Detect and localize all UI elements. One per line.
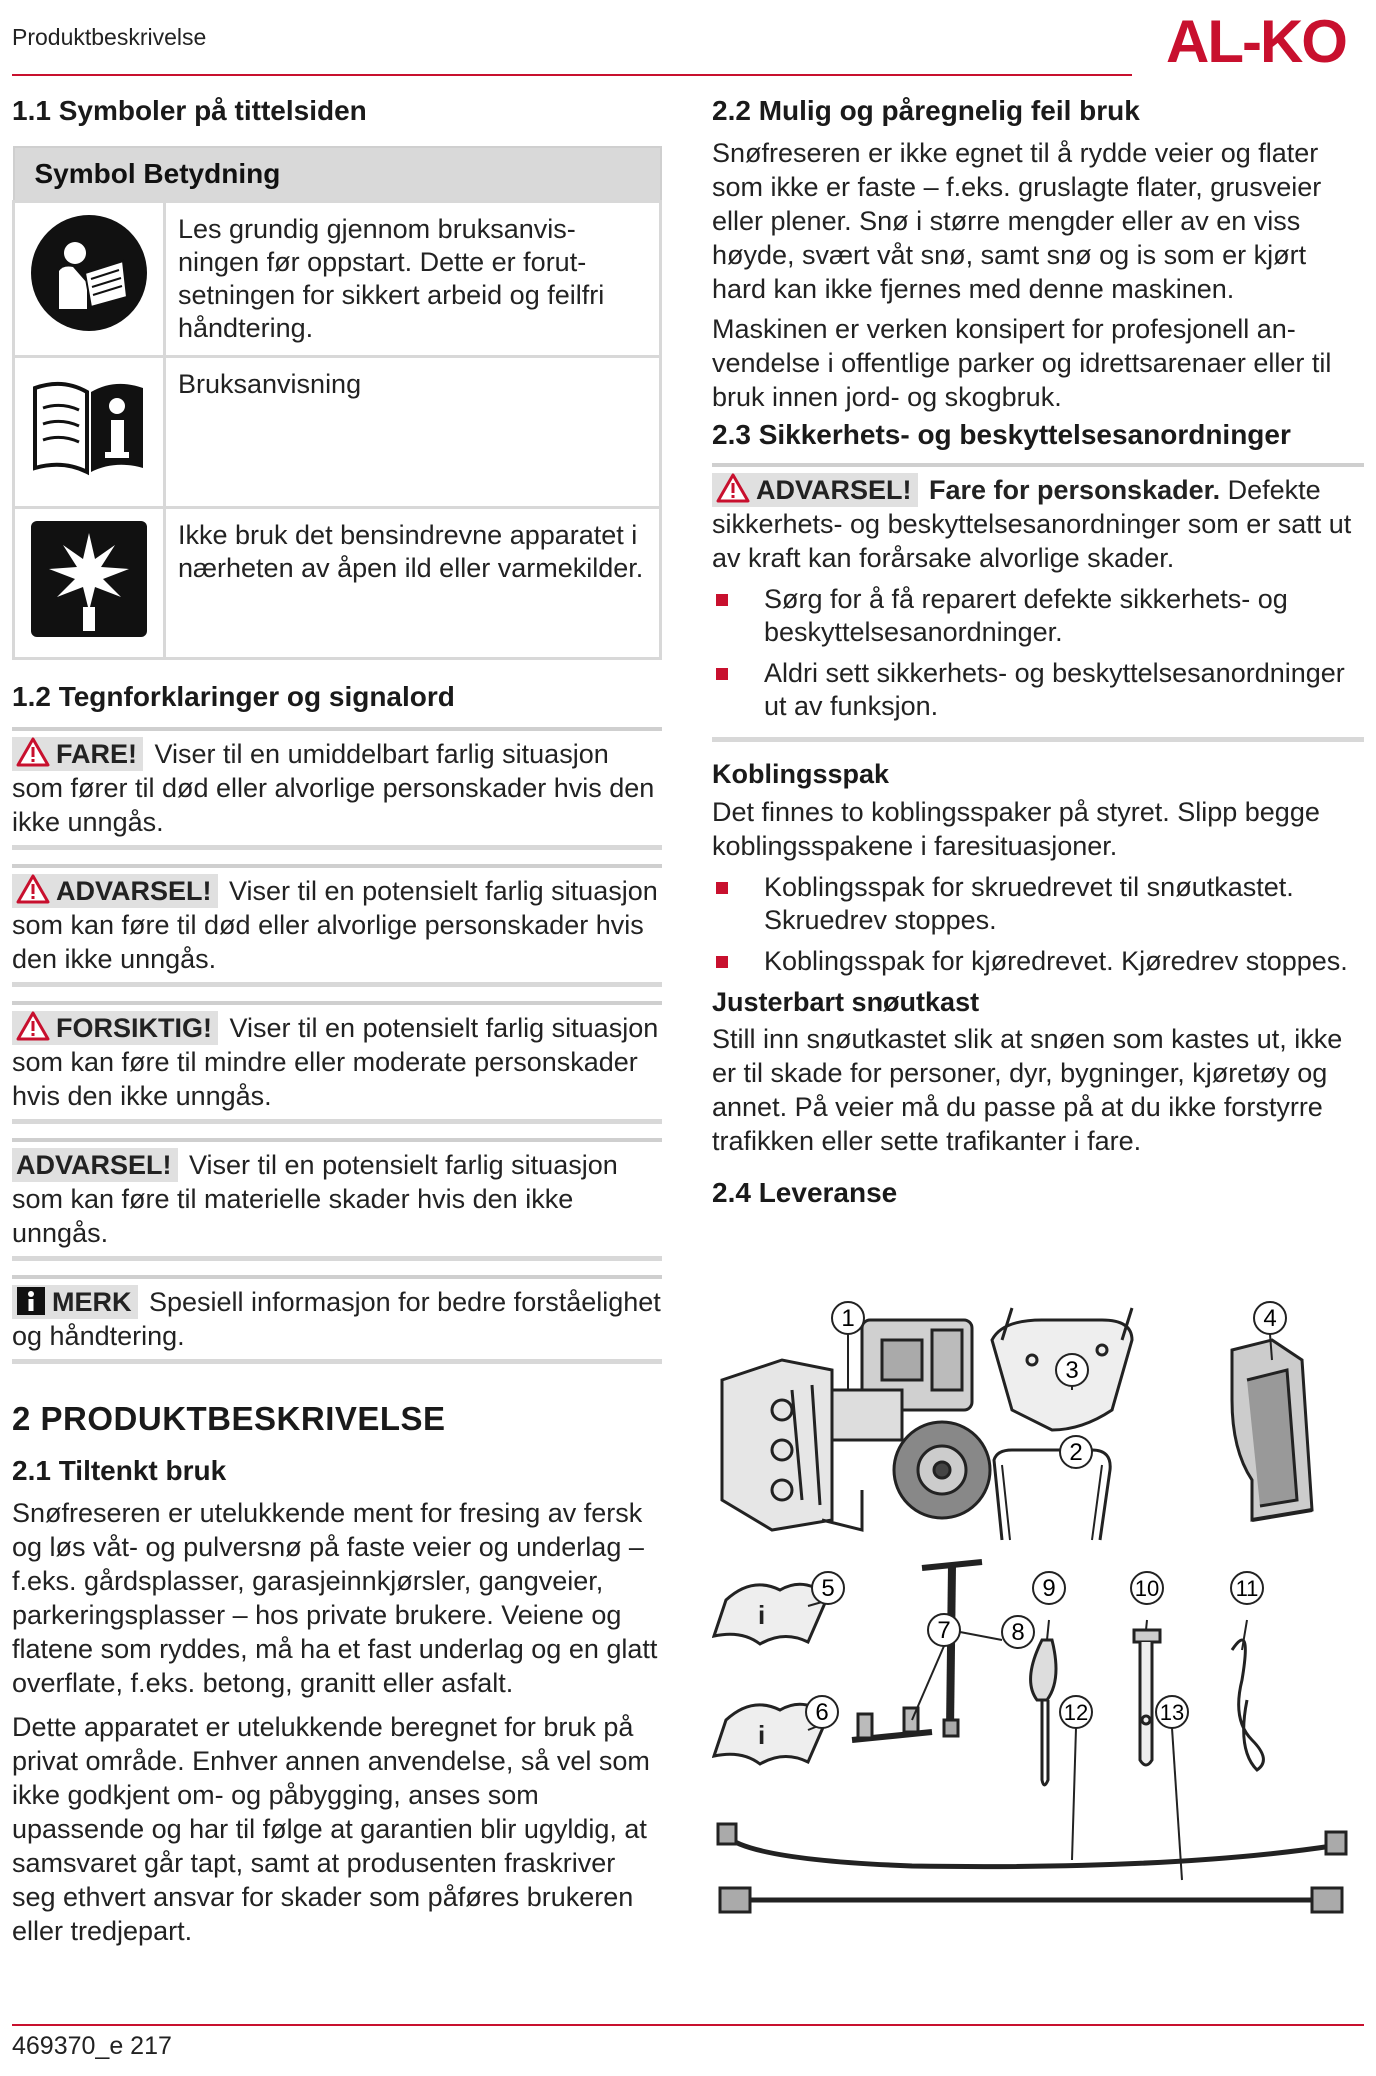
no-open-flame-icon [29,519,149,639]
section-1-2-heading: 1.2 Tegnforklaringer og signalord [12,680,455,712]
callout-8 [1002,1616,1034,1648]
symbol-table [12,146,662,660]
signal-text: Viser til en potensielt farlig situasjon som kan føre til materielle skader hvis den ikke unngås. [12,1150,618,1249]
callout-3 [1056,1354,1088,1386]
signal-word: FARE! [56,739,137,770]
warning-triangle-icon [16,1011,50,1041]
intended-use-paragraph: Snøfreseren er utelukkende ment for fresing av fersk og løs våt- og pulversnø på faste veier og underlag – f.eks. gårdsplasser, garasjeinnkjørsler, gangveier, parkeringsplasser – hos private brukere. Veiene og flatene som ryddes, må ha et fast underlag og en glatt overflate, f.eks. betong, granitt eller asfalt. [12,1497,658,1698]
svg-text:10: 10 [1134,1576,1160,1601]
callout-9 [1033,1572,1065,1604]
table-row [14,507,661,658]
t-wrench-illustration [922,1562,982,1736]
svg-text:12: 12 [1063,1700,1089,1725]
callout-11 [1231,1572,1263,1604]
read-manual-icon [29,213,149,333]
callout-10 [1131,1572,1163,1604]
meaning-cell: Ikke bruk det bensindrevne apparatet i nærheten av åpen ild eller varmekilder. [165,507,661,658]
discharge-chute-illustration [1232,1340,1312,1520]
section-1-1-heading: 1.1 Symboler på tittelsiden [12,95,367,126]
signal-advarsel-material [12,1138,662,1261]
section-2-2-heading: 2.2 Mulig og påregnelig feil bruk [712,95,1140,126]
col-symbol: Symbol [34,157,136,189]
svg-text:11: 11 [1235,1576,1259,1601]
pin-illustration [1134,1630,1160,1765]
warning-triangle-icon [16,737,50,767]
svg-text:7: 7 [937,1617,951,1644]
svg-text:i: i [758,1720,766,1750]
callout-6 [806,1696,838,1728]
signal-text: Viser til en potensielt farlig situasjon som kan føre til død eller alvorlige personskader hvis den ikke unngås. [12,876,658,975]
handlebar-illustration [994,1450,1110,1540]
svg-text:i: i [758,1600,766,1630]
alko-logo-text: AL-KO [1166,8,1346,75]
bowden-cables-illustration [718,1824,1346,1912]
section-2-4-heading: 2.4 Leveranse [712,1176,898,1208]
signal-label [712,473,918,507]
svg-text:3: 3 [1065,1357,1079,1384]
signal-word: FORSIKTIG! [56,1013,212,1044]
koblingsspak-heading: Koblingsspak [712,759,890,790]
justerbart-heading: Justerbart snøutkast [712,986,980,1017]
justerbart-text: Still inn snøutkastet slik at snøen som kastes ut, ikke er til skade for personer, dyr, bygninger, kjøretøy og annet. På veier må du passe på at du ikke forstyrre trafikken eller sette trafikanter i fare. [712,1023,1343,1156]
signal-word: ADVARSEL! [16,1150,172,1181]
warning-triangle-icon [16,874,50,904]
signal-word: ADVARSEL! [756,475,912,506]
callout-5 [812,1572,844,1604]
signal-word: MERK [52,1287,132,1318]
symbol-table-header-cell [14,147,661,202]
manual-info-icon [29,368,149,488]
signal-advarsel-safety [712,463,1364,742]
signal-word: ADVARSEL! [56,876,212,907]
svg-text:4: 4 [1263,1305,1277,1332]
callout-4 [1254,1302,1286,1334]
svg-text:8: 8 [1011,1619,1025,1646]
signal-label [12,737,143,771]
intended-use-paragraph-2: Dette apparatet er utelukkende beregnet for bruk på privat område. Enhver annen anvendelse, så vel som ikke godkjent om- og påbygging, anses som upassende og har til følge at garantien blir ugyldig, at samsvaret går tapt, samt at produsenten fraskriver seg ethvert ansvar for skader som påføres brukeren eller tredjepart. [12,1711,650,1946]
table-row [14,356,661,507]
safety-bullets [712,583,1364,723]
signal-text: Defekte sikkerhets- og beskyttelsesanordninger som er satt ut av kraft kan forårsake alvorlige skader. [712,475,1352,574]
signal-label [12,1285,138,1319]
signal-merk [12,1275,662,1364]
svg-text:1: 1 [841,1305,855,1332]
svg-text:6: 6 [815,1699,829,1726]
koblingsspak-bullets [712,871,1364,978]
manual-booklets [714,1584,828,1764]
right-column [712,92,1364,1210]
signal-text: Spesiell informasjon for bedre forståelighet og håndtering. [12,1287,661,1352]
signal-text: Viser til en potensielt farlig situasjon som kan føre til mindre eller moderate personskader hvis den ikke unngås. [12,1013,659,1112]
snow-blower-illustration [722,1320,990,1530]
callout-2 [1060,1436,1092,1468]
delivery-scope-figure [712,1300,1364,1970]
misuse-paragraph: Snøfreseren er ikke egnet til å rydde veier og flater som ikke er faste – f.eks. gruslagte flater, grusveier eller plener. Snø i større mengder eller av en viss høyde, svært våt snø, samt snø og is som er kjørt hard kan ikke fjernes med denne maskinen. [712,137,1322,304]
svg-text:5: 5 [821,1575,835,1602]
koblingsspak-text: Det finnes to koblingsspaker på styret. Slipp begge koblingsspakene i faresituasjoner. [712,796,1320,861]
meaning-cell: Bruksanvisning [165,356,661,507]
section-2-3-heading: 2.3 Sikkerhets- og beskyttelsesanordninger [712,418,1291,450]
symbol-cell [14,507,165,658]
list-item: Aldri sett sikkerhets- og beskyttelsesanordninger ut av funksjon. [712,657,1364,723]
table-row [14,201,661,356]
signal-label [12,1148,178,1182]
meaning-cell: Les grundig gjennom bruksanvisningen før oppstart. Dette er forutsetningen for sikkert arbeid og feilfri håndtering. [165,201,661,356]
svg-text:13: 13 [1159,1700,1185,1725]
signal-bold: Fare for personskader. [921,475,1221,506]
callout-13 [1156,1696,1188,1728]
scraper-tool-illustration [1031,1640,1056,1785]
callout-12 [1060,1696,1092,1728]
symbol-cell [14,201,165,356]
chapter-2-heading: 2 PRODUKTBESKRIVELSE [12,1400,446,1438]
spring-clip-illustration [1232,1640,1263,1770]
signal-advarsel [12,864,662,987]
col-meaning: Betydning [143,157,281,189]
warning-triangle-icon [716,473,750,503]
symbol-cell [14,356,165,507]
header-rule [12,74,1132,76]
section-2-1-heading: 2.1 Tiltenkt bruk [12,1455,227,1487]
signal-label [12,874,218,908]
svg-text:9: 9 [1042,1575,1056,1602]
list-item: Koblingsspak for kjøredrevet. Kjøredrev stoppes. [712,945,1364,978]
signal-forsiktig [12,1001,662,1124]
misuse-paragraph-2: Maskinen er verken konsipert for profesjonell anvendelse i offentlige parker og idrettsarenaer eller til bruk innen jord- og skogbruk. [712,313,1332,412]
doc-number: 469370_e 217 [12,2032,172,2060]
header-title: Produktbeskrivelse [12,24,207,50]
signal-fare [12,727,662,850]
svg-text:2: 2 [1069,1439,1083,1466]
left-column [12,92,662,1948]
footer-rule [12,2024,1364,2026]
signal-text: Viser til en umiddelbart farlig situasjon som fører til død eller alvorlige personskader hvis den ikke unngås. [12,739,655,838]
symbol-table-header [14,147,661,202]
list-item: Koblingsspak for skruedrevet til snøutkastet. Skruedrev stoppes. [712,871,1364,937]
info-icon [16,1286,46,1316]
list-item: Sørg for å få reparert defekte sikkerhets- og beskyttelsesanordninger. [712,583,1364,649]
signal-label [12,1011,218,1045]
shear-bolt-plate-illustration [852,1708,932,1740]
callout-1 [832,1302,864,1334]
callout-7 [928,1614,960,1646]
alko-logo [1148,6,1364,76]
